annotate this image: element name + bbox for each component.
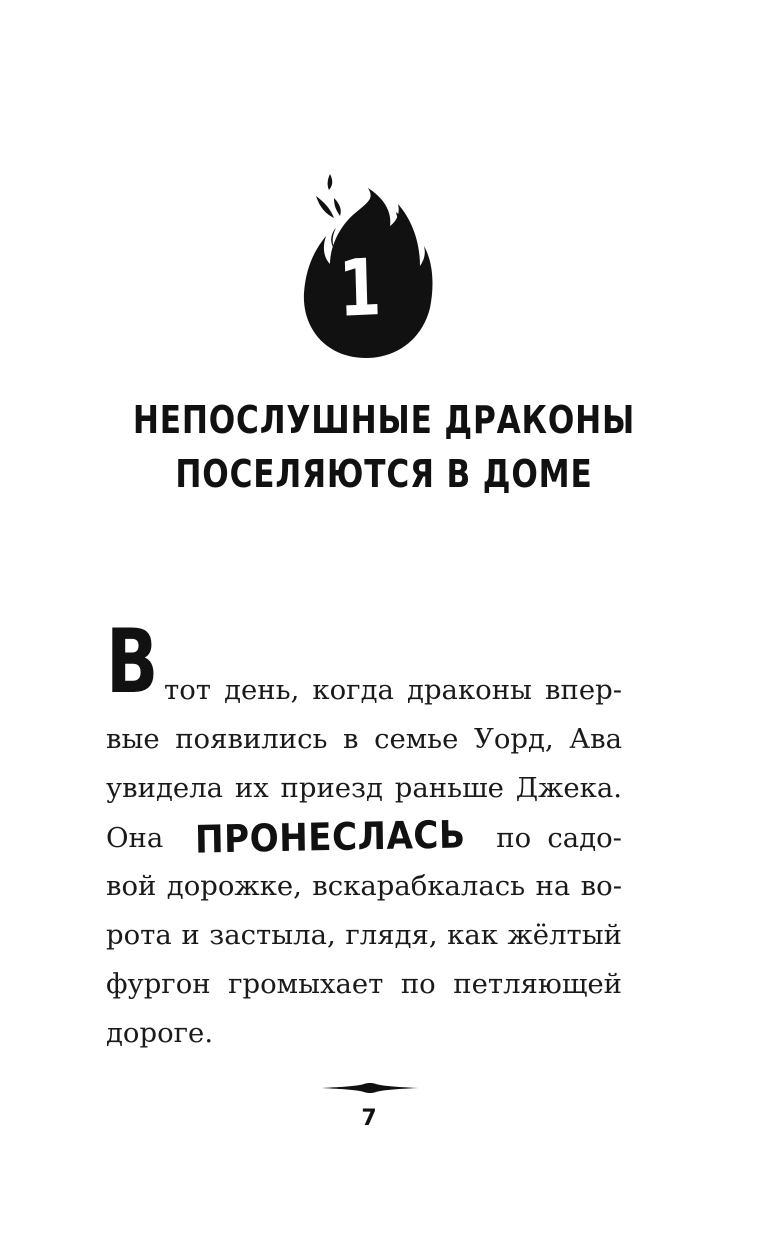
drop-cap: В [106,610,159,713]
body-line-5: вой дорожке, вскарабкалась на во- [106,870,622,902]
chapter-number: 1 [337,243,383,335]
body-line-3: увидела их приезд раньше Джека. [106,772,622,804]
chapter-title-line-2: ПОСЕЛЯЮТСЯ В ДОМЕ [175,452,593,496]
body-line-4-start: Она [106,822,164,854]
body-line-1: тот день, когда драконы впер- [164,674,622,706]
body-line-2: вые появились в семье Уорд, Ава [106,723,622,755]
body-line-4-end: по садо- [496,822,622,854]
body-line-8: дороге. [106,1017,214,1049]
chapter-title [118,393,649,501]
body-line-6: рота и застыла, глядя, как жёлтый [106,919,622,951]
divider-ornament [322,1082,418,1094]
chapter-title-line-1: НЕПОСЛУШНЫЕ ДРАКОНЫ [132,398,636,442]
body-line-4 [106,813,622,862]
emphasized-word: ПРОНЕСЛАСЬ [194,812,466,862]
chapter-body [106,610,622,1058]
page-number: 7 [361,1106,377,1131]
body-line-7: фургон громыхает по петляющей [106,968,622,1000]
